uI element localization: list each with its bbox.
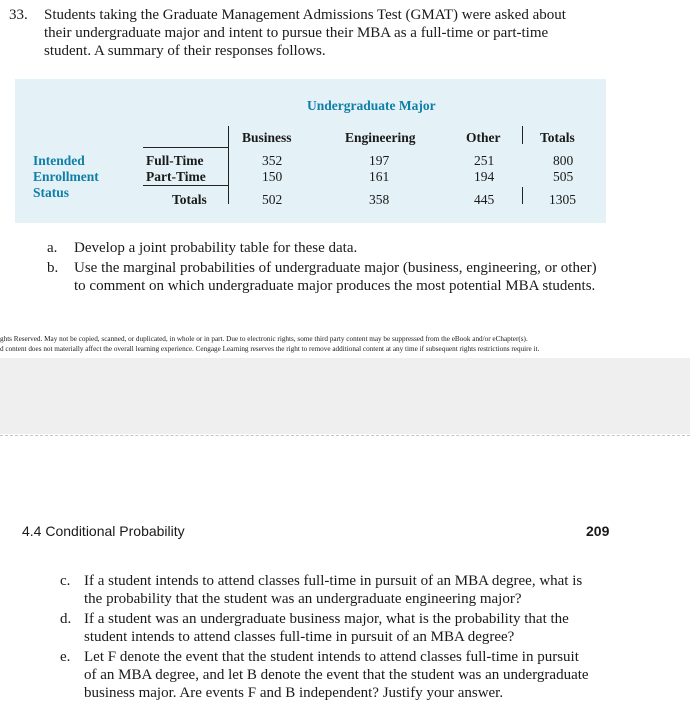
table-divider: [522, 187, 523, 204]
row-label-totals: Totals: [172, 192, 207, 207]
part-letter-b: b.: [47, 260, 59, 276]
table-divider: [228, 126, 229, 204]
page-number: 209: [586, 523, 610, 539]
question-number: 33.: [9, 7, 28, 23]
part-letter-d: d.: [60, 611, 72, 627]
copyright-line: d content does not materially affect the overall learning experience. Cengage Learning reserves the right to remove additional content at any time if subsequent rights restrictions require it.: [0, 345, 540, 353]
part-c-text: If a student intends to attend classes full-time in pursuit of an MBA degree, what is the probability that the student was an undergraduate engineering major?: [84, 573, 583, 607]
row-label-full-time: Full-Time: [146, 153, 204, 168]
part-a-text: Develop a joint probability table for these data.: [74, 240, 358, 256]
part-b-text: Use the marginal probabilities of undergraduate major (business, engineering, or other) to comment on which undergraduate major produces the most potential MBA students.: [74, 260, 597, 294]
part-letter-e: e.: [60, 649, 71, 665]
question-line: student. A summary of their responses follows.: [44, 43, 326, 59]
table-divider: [143, 185, 229, 186]
table-cell: 161: [369, 169, 390, 184]
row-label-part-time: Part-Time: [146, 169, 206, 184]
part-letter-a: a.: [47, 240, 58, 256]
page-gap: [0, 358, 690, 434]
table-cell: 800: [553, 153, 574, 168]
page-break-divider: [0, 435, 690, 436]
table-cell: 358: [369, 192, 390, 207]
table-cell: 505: [553, 169, 574, 184]
table-divider: [522, 126, 523, 144]
col-header-totals: Totals: [540, 130, 575, 145]
table-cell: 150: [262, 169, 283, 184]
question-line: Students taking the Graduate Management Admissions Test (GMAT) were asked about: [44, 7, 566, 23]
table-cell: 352: [262, 153, 283, 168]
part-letter-c: c.: [60, 573, 71, 589]
table-cell: 251: [474, 153, 495, 168]
table-cell: 194: [474, 169, 495, 184]
section-header: 4.4 Conditional Probability: [22, 523, 185, 539]
major-title: Undergraduate Major: [307, 98, 436, 113]
table-divider: [143, 147, 229, 148]
col-header-other: Other: [466, 130, 501, 145]
part-e-text: Let F denote the event that the student intends to attend classes full-time in pursuit of an MBA degree, and let B denote the event that the student was an undergraduate business major. Are events F and B independent? Justify your answer.: [84, 649, 589, 701]
question-line: their undergraduate major and intent to pursue their MBA as a full-time or part-time: [44, 25, 549, 41]
col-header-business: Business: [242, 130, 292, 145]
table-cell: 502: [262, 192, 283, 207]
part-d-text: If a student was an undergraduate business major, what is the probability that the student intends to attend classes full-time in pursuit of an MBA degree?: [84, 611, 569, 645]
table-cell: 197: [369, 153, 390, 168]
col-header-engineering: Engineering: [345, 130, 416, 145]
crosstab-table: [15, 79, 606, 223]
table-cell: 445: [474, 192, 495, 207]
row-group-label: Intended Enrollment Status: [33, 153, 99, 200]
table-cell: 1305: [549, 192, 576, 207]
copyright-line: ghts Reserved. May not be copied, scanned, or duplicated, in whole or in part. Due to electronic rights, some third party content may be suppressed from the eBook and/or eChapter(s).: [0, 335, 528, 343]
question-text: [44, 6, 604, 60]
